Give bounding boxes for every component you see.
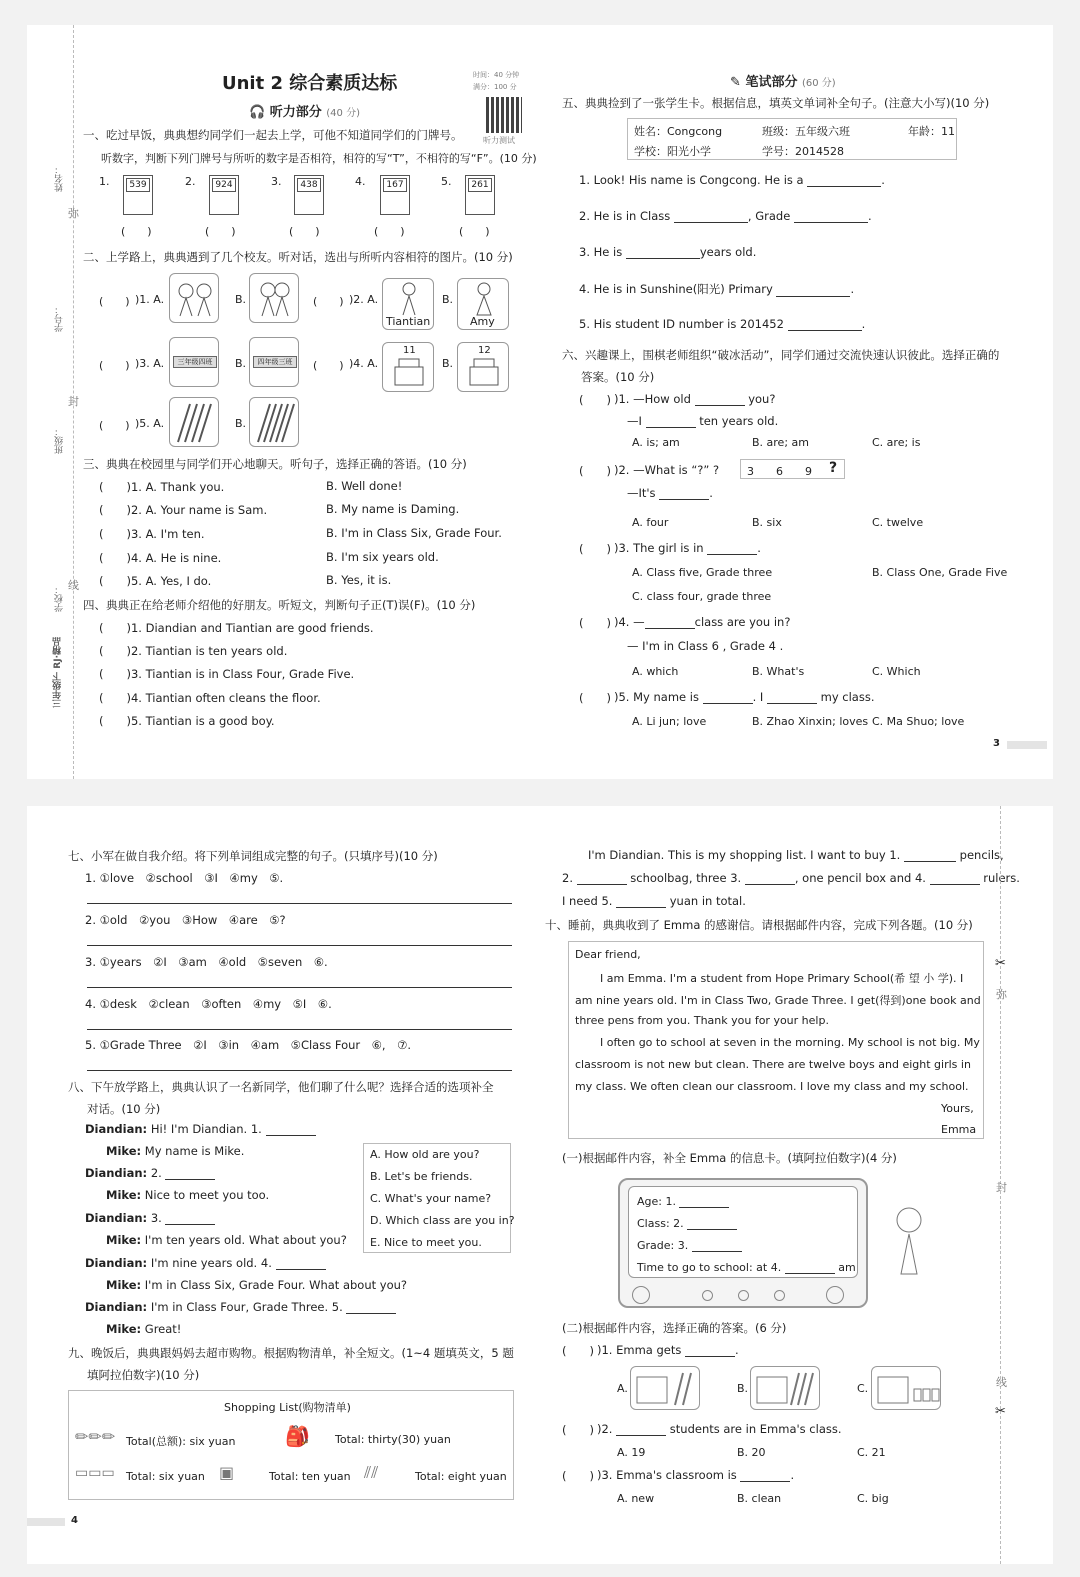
page-title: Unit 2 综合素质达标 [222,73,398,94]
answer-blank[interactable] [745,875,795,885]
side-feng: 封 [68,395,79,408]
q4-item: ( )5. Tiantian is a good boy. [99,714,275,728]
q2-item-3: )3. A. [135,357,165,370]
option: C. What's your name? [370,1192,492,1205]
q10-3-option-a: A. new [617,1492,655,1505]
q2-item-4: )4. A. [349,357,379,370]
q3-title: 三、典典在校园里与同学们开心地聊天。听句子，选择正确的答语。(10 分) [83,457,467,471]
q2-title: 二、上学路上，典典遇到了几个校友。听对话，选出与所听内容相符的图片。(10 分) [83,250,513,264]
q4-item: ( )4. Tiantian often cleans the floor. [99,691,321,705]
girl-illustration [889,1204,929,1284]
letter-closing: Yours, [941,1102,974,1115]
answer-blank[interactable] [659,490,709,500]
answer-blank[interactable] [266,1126,316,1136]
q4-title: 四、典典正在给老师介绍他的好朋友。听短文，判断句子正(T)误(F)。(10 分) [83,598,476,612]
email-box [568,941,984,1139]
q10-sub-2: (二)根据邮件内容，选择正确的答案。(6 分) [562,1321,787,1335]
q9-title-2: 填阿拉伯数字)(10 分) [87,1368,200,1382]
q3-option-b: B. Yes, it is. [326,573,392,587]
option-b: B. [235,357,247,370]
door-number-label: 1. [99,175,110,188]
card-age: Age: 1. [637,1195,729,1208]
q5-title: 五、典典捡到了一张学生卡。根据信息，填英文单词补全句子。(注意大小写)(10 分) [562,96,990,110]
class-sign-b: 四年级三班 [249,337,299,387]
q2-2a-image [382,278,434,330]
answer-paren[interactable]: ( ) [579,464,611,478]
dialogue-line: Mike: I'm in Class Six, Grade Four. What about you? [106,1278,408,1292]
device-button [702,1290,713,1301]
answer-line[interactable] [87,1029,512,1030]
q7-item: 3. ①years ②I ③am ④old ⑤seven ⑥. [85,955,328,969]
q9-passage-line-1: I'm Diandian. This is my shopping list. I want to buy 1. pencils, [588,848,1004,862]
headphones-icon: 🎧 [249,105,266,120]
q3-option-b: B. My name is Daming. [326,502,460,516]
answer-blank[interactable] [165,1170,215,1180]
q6-item-2-reply: —It's . [627,486,713,500]
birthday-cake-a: 11 [382,342,434,392]
listening-heading: 🎧 听力部分 (40 分) [249,105,360,120]
rulers-icon: ⫽⫽ [364,1463,379,1482]
q9-title: 九、晚饭后，典典跟妈妈去超市购物。根据购物清单，补全短文。(1~4 题填英文，5 题 [68,1346,514,1360]
scissors-icon: ✂ [995,956,1006,971]
q6-4-option-b: B. What's [752,665,805,678]
answer-blank[interactable] [807,177,881,187]
dialogue-line: Diandian: 2. [85,1166,215,1180]
door-3: 438 [294,175,324,215]
q2-item-1: )1. A. [135,293,165,306]
answer-blank[interactable] [740,1472,790,1482]
answer-blank[interactable] [276,1260,326,1270]
answer-paren[interactable]: ( ) [562,1469,594,1483]
answer-blank[interactable] [776,287,850,297]
worksheet-page-4 [27,806,1053,1564]
answer-line[interactable] [87,1070,512,1071]
q2-item-5: )5. A. [135,417,165,430]
answer-paren[interactable]: ( ) [99,295,130,308]
door-2: 924 [209,175,239,215]
q5-item-2: 2. He is in Class , Grade . [579,209,872,223]
option-b: B. [235,417,247,430]
dialogue-line: Mike: Great! [106,1322,182,1336]
side-name-label: 姓名： [55,165,65,192]
answer-paren[interactable]: ( ) [374,225,405,238]
tiantian-caption: Tiantian [386,315,431,328]
total-pencil-box: Total: ten yuan [269,1470,351,1483]
q7-item: 1. ①love ②school ③I ④my ⑤. [85,871,284,885]
answer-paren[interactable]: ( ) [562,1344,594,1358]
card-name: 姓名：Congcong [634,125,723,138]
q6-2-option-b: B. six [752,516,782,529]
pencils-a-image [169,397,219,447]
q5-item-1: 1. Look! His name is Congcong. He is a . [579,173,885,187]
pencil-icon: ✎ [730,75,741,90]
card-school: 学校：阳光小学 [634,145,711,158]
student-card [627,118,957,160]
q3-option-b: B. I'm six years old. [326,550,439,564]
q10-2-option-b: B. 20 [737,1446,766,1459]
option-b: B. [737,1382,749,1395]
book-pens-image-a [630,1366,700,1410]
qr-code[interactable] [486,97,522,133]
q3-item: ( )5. A. Yes, I do. [99,574,212,588]
answer-paren[interactable]: ( ) [579,542,611,556]
side-id-label: 学号： [55,305,65,332]
dialogue-line: Diandian: I'm nine years old. 4. [85,1256,326,1270]
door-1: 539 [123,175,153,215]
card-class: 班级：五年级六班 [762,125,850,138]
side-mi: 弥 [68,207,79,220]
qr-label: 听力测试 [483,136,515,145]
birthday-cake-b: 12 [457,342,509,392]
answer-paren[interactable]: ( ) [579,393,611,407]
page-bar [27,1518,65,1526]
answer-paren[interactable]: ( ) [99,359,130,372]
question-mark-icon: ? [829,460,838,476]
dialogue-line: Diandian: Hi! I'm Diandian. 1. [85,1122,316,1136]
q6-5-option-b: B. Zhao Xinxin; loves [752,715,869,728]
q6-1-option-b: B. are; am [752,436,809,449]
dialogue-line: Diandian: 3. [85,1211,215,1225]
q6-2-option-a: A. four [632,516,669,529]
answer-blank[interactable] [346,1304,396,1314]
side-xian: 线 [68,579,79,592]
q9-passage-line-2: 2. schoolbag, three 3. , one pencil box and 4. rulers. [562,871,1020,885]
option: A. How old are you? [370,1148,480,1161]
answer-blank[interactable] [904,852,956,862]
number-sequence-box: 3 6 9 ? [740,459,845,479]
q10-sub-1: (一)根据邮件内容，补全 Emma 的信息卡。(填阿拉伯数字)(4 分) [562,1151,897,1165]
answer-line[interactable] [87,987,512,988]
letter-line: I am Emma. I'm a student from Hope Primary School(希 望 小 学). I [600,972,964,985]
answer-blank[interactable] [674,213,748,223]
q6-4-option-a: A. which [632,665,679,678]
q9-passage-line-3: I need 5. yuan in total. [562,894,746,908]
letter-greeting: Dear friend, [575,948,641,961]
letter-signature: Emma [941,1123,977,1136]
q7-item: 2. ①old ②you ③How ④are ⑤? [85,913,286,927]
answer-blank[interactable] [616,898,666,908]
book-erasers-image-c [871,1366,941,1410]
answer-line[interactable] [87,945,512,946]
letter-line: classroom is not new but clean. There are twelve boys and eight girls in [575,1058,971,1071]
amy-caption: Amy [470,315,495,328]
option-b: B. [442,357,454,370]
answer-blank[interactable] [794,213,868,223]
answer-blank[interactable] [687,1220,737,1230]
q3-item: ( )1. A. Thank you. [99,480,225,494]
q6-2-option-c: C. twelve [872,516,924,529]
written-heading: ✎ 笔试部分 (60 分) [730,75,836,90]
shopping-list-title: Shopping List(购物清单) [224,1401,351,1414]
info-card-screen [628,1186,858,1278]
q2-1a-image [169,273,219,323]
answer-blank[interactable] [685,1347,735,1357]
answer-paren[interactable]: ( ) [99,419,130,432]
option-b: B. [235,293,247,306]
device-button [826,1286,844,1304]
answer-blank[interactable] [165,1215,215,1225]
answer-paren[interactable]: ( ) [579,691,611,705]
q10-item-2: )2. students are in Emma's class. [597,1422,842,1436]
q6-item-3: )3. The girl is in . [614,541,761,555]
card-student-id: 学号：2014528 [762,145,844,158]
door-number-label: 5. [441,175,452,188]
q2-item-2: )2. A. [349,293,379,306]
q6-5-option-c: C. Ma Shuo; love [872,715,965,728]
pencils-b-image [249,397,299,447]
option: E. Nice to meet you. [370,1236,482,1249]
answer-blank[interactable] [626,249,700,259]
side-brand: 三年级下 RJ·精品 [53,637,63,708]
answer-blank[interactable] [616,1426,666,1436]
answer-paren[interactable]: ( ) [562,1423,594,1437]
q5-item-3: 3. He is years old. [579,245,757,259]
page-bar [1007,741,1047,749]
q8-title-2: 对话。(10 分) [87,1102,161,1116]
q10-item-3: )3. Emma's classroom is . [597,1468,795,1482]
answer-blank[interactable] [646,418,696,428]
letter-line: am nine years old. I'm in Class Two, Grade Three. I get(得到)one book and [575,994,981,1007]
answer-paren[interactable]: ( ) [289,225,320,238]
q5-item-5: 5. His student ID number is 201452 . [579,317,866,331]
option-b: B. [442,293,454,306]
device-button [774,1290,785,1301]
q3-item: ( )4. A. He is nine. [99,551,222,565]
q10-2-option-c: C. 21 [857,1446,886,1459]
door-5: 261 [465,175,495,215]
side-school-label: 学校： [55,585,65,612]
page-number: 4 [71,1515,78,1526]
q8-title: 八、下午放学路上，典典认识了一名新同学，他们聊了什么呢？选择合适的选项补全 [68,1080,494,1094]
answer-blank[interactable] [679,1198,729,1208]
q1-instruction: 听数字，判断下列门牌号与所听的数字是否相符，相符的写“T”，不相符的写“F”。(10 分) [101,152,537,165]
dialogue-line: Diandian: I'm in Class Four, Grade Three. 5. [85,1300,396,1314]
answer-blank[interactable] [703,694,753,704]
answer-blank[interactable] [930,875,980,885]
q6-item-4: )4. — class are you in? [614,615,791,629]
q6-item-1: )1. —How old you? [614,392,776,406]
q6-3-option-b: B. Class One, Grade Five [872,566,1008,579]
dialogue-line: Mike: I'm ten years old. What about you? [106,1233,347,1247]
q2-2b-image [457,278,509,330]
side-class-label: 班级： [55,427,65,454]
letter-line: my class. We often clean our classroom. I love my class and my school. [575,1080,969,1093]
option-a: A. [617,1382,628,1395]
total-pencils: Total(总额): six yuan [126,1435,236,1448]
q10-3-option-b: B. clean [737,1492,782,1505]
class-sign-a: 三年级四班 [169,337,219,387]
dialogue-line: Mike: Nice to meet you too. [106,1188,270,1202]
letter-line: I often go to school at seven in the morning. My school is not big. My [600,1036,980,1049]
pencils-icon: ✏✏✏ [75,1427,116,1446]
answer-blank[interactable] [788,321,862,331]
q4-item: ( )3. Tiantian is in Class Four, Grade Five. [99,667,355,681]
q10-2-option-a: A. 19 [617,1446,646,1459]
side-xian: 线 [996,1376,1007,1389]
q10-3-option-c: C. big [857,1492,889,1505]
answer-blank[interactable] [577,875,627,885]
q7-item: 4. ①desk ②clean ③often ④my ⑤I ⑥. [85,997,332,1011]
q6-3-option-a: A. Class five, Grade three [632,566,773,579]
q7-item: 5. ①Grade Three ②I ③in ④am ⑤Class Four ⑥, ⑦. [85,1038,412,1052]
device-button [738,1290,749,1301]
page-number: 3 [993,738,1000,749]
q7-title: 七、小军在做自我介绍。将下列单词组成完整的句子。(只填序号)(10 分) [68,849,438,863]
answer-blank[interactable] [785,1264,835,1274]
door-number-label: 3. [271,175,282,188]
time-limit: 时间：40 分钟 [473,71,520,79]
q4-item: ( )2. Tiantian is ten years old. [99,644,288,658]
total-schoolbag: Total: thirty(30) yuan [335,1433,451,1446]
pencil-box-icon: ▣ [219,1463,235,1482]
q6-1-option-a: A. is; am [632,436,680,449]
scissors-icon: ✂ [995,1404,1006,1419]
door-number-label: 4. [355,175,366,188]
answer-blank[interactable] [767,694,817,704]
shopping-list-box [68,1390,514,1500]
answer-paren[interactable]: ( ) [205,225,236,238]
option: D. Which class are you in? [370,1214,515,1227]
answer-paren[interactable]: ( ) [313,295,344,308]
device-button [632,1286,650,1304]
q6-5-option-a: A. Li jun; love [632,715,707,728]
q6-title-2: 答案。(10 分) [581,370,655,384]
door-4: 167 [380,175,410,215]
answer-blank[interactable] [645,619,695,629]
dialogue-options-box [363,1143,515,1253]
answer-line[interactable] [87,903,512,904]
answer-paren[interactable]: ( ) [459,225,490,238]
q10-title: 十、睡前，典典收到了 Emma 的感谢信。请根据邮件内容，完成下列各题。(10 分) [545,918,973,932]
q4-item: ( )1. Diandian and Tiantian are good friends. [99,621,374,635]
answer-blank[interactable] [695,396,745,406]
info-card-device [618,1178,868,1308]
q6-3-option-c: C. class four, grade three [632,590,772,603]
q1-title: 一、吃过早饭，典典想约同学们一起去上学，可他不知道同学们的门牌号。 [83,128,463,142]
q6-4-option-c: C. Which [872,665,921,678]
side-feng: 封 [996,1181,1007,1194]
answer-blank[interactable] [707,545,757,555]
worksheet-page-3 [27,25,1053,779]
q6-title: 六、兴趣课上，围棋老师组织“破冰活动”，同学们通过交流快速认识彼此。选择正确的 [562,348,1000,362]
q3-item: ( )2. A. Your name is Sam. [99,503,268,517]
book-pens-image-b [750,1366,820,1410]
answer-paren[interactable]: ( ) [579,616,611,630]
q6-item-1-reply: —I ten years old. [627,414,779,428]
q6-item-5: )5. My name is . I my class. [614,690,875,704]
q2-1b-image [249,273,299,323]
q1-doors [99,173,539,243]
q5-item-4: 4. He is in Sunshine(阳光) Primary . [579,282,855,296]
letter-line: three pens from you. Thank you for your help. [575,1014,829,1027]
erasers-icon: ▭▭▭ [75,1465,115,1481]
door-number-label: 2. [185,175,196,188]
q10-item-1: )1. Emma gets . [597,1343,739,1357]
q6-item-2: )2. —What is “?” ? [614,463,720,477]
side-mi: 弥 [996,988,1007,1001]
card-time: Time to go to school: at 4. am [637,1261,856,1274]
dialogue-line: Mike: My name is Mike. [106,1144,245,1158]
schoolbag-icon: 🎒 [285,1424,310,1448]
total-erasers: Total: six yuan [126,1470,205,1483]
option-c: C. [857,1382,869,1395]
answer-paren[interactable]: ( ) [121,225,152,238]
full-score: 满分：100 分 [473,83,517,91]
card-grade: Grade: 3. [637,1239,742,1252]
card-class: Class: 2. [637,1217,737,1230]
total-rulers: Total: eight yuan [415,1470,507,1483]
q3-option-b: B. Well done! [326,479,403,493]
answer-paren[interactable]: ( ) [313,359,344,372]
q3-option-b: B. I'm in Class Six, Grade Four. [326,526,502,540]
q6-1-option-c: C. are; is [872,436,921,449]
q3-item: ( )3. A. I'm ten. [99,527,205,541]
q6-item-4-reply: — I'm in Class 6 , Grade 4 . [627,639,784,653]
answer-blank[interactable] [692,1242,742,1252]
option: B. Let's be friends. [370,1170,473,1183]
card-age: 年龄：11 [908,125,955,138]
